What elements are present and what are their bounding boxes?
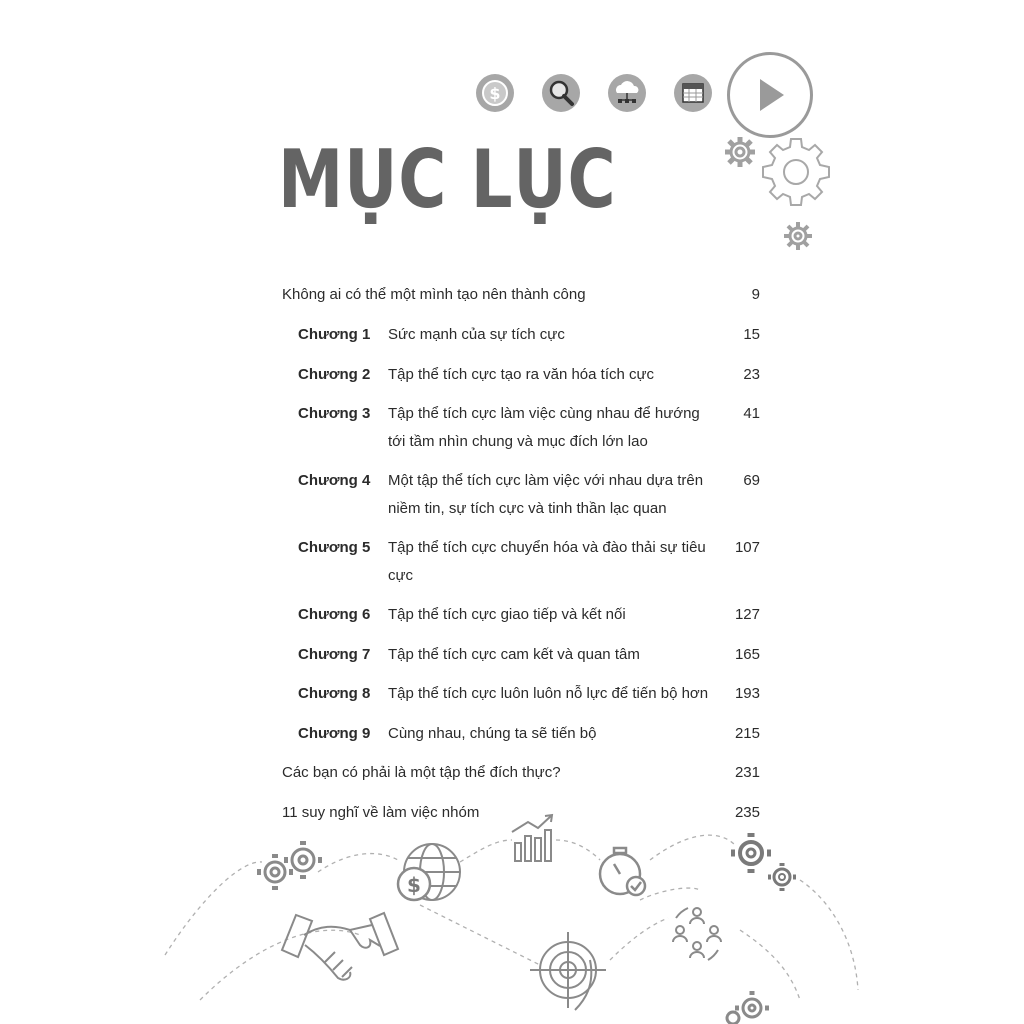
chapter-label: Chương 6: [298, 606, 371, 623]
dashed-arc: [650, 835, 735, 860]
dashed-arc: [800, 880, 858, 990]
chapter-title: Tập thể tích cực luôn luôn nỗ lực để tiến bộ hơn: [388, 685, 709, 702]
team-icon: [673, 908, 721, 960]
chapter-page: 41: [743, 405, 760, 422]
gear-icon: [731, 833, 796, 891]
chapter-title: Tập thể tích cực chuyển hóa và đào thải sự tiêu cực: [388, 539, 706, 584]
chapter-title: Một tập thể tích cực làm việc với nhau dựa trên niềm tin, sự tích cực và tinh thần lạc quan: [388, 472, 704, 517]
page-title: MỤC LỤC: [278, 133, 617, 226]
dashed-arc: [640, 888, 700, 900]
chapter-page: 165: [734, 646, 760, 663]
chapter-page: 15: [743, 326, 760, 343]
dashed-arc: [165, 862, 262, 955]
chapter-label: Chương 2: [298, 366, 371, 383]
chapter-label: Chương 1: [298, 326, 371, 343]
svg-text:$: $: [489, 84, 501, 103]
chapter-label: Chương 7: [298, 646, 371, 663]
chapter-label: Chương 4: [298, 472, 371, 489]
svg-text:$: $: [407, 873, 421, 897]
stopwatch-icon: [600, 848, 645, 895]
toc-outro-page: 231: [734, 764, 760, 781]
chapter-title: Tập thể tích cực giao tiếp và kết nối: [388, 606, 626, 623]
dashed-arc: [318, 854, 398, 872]
dashed-arc: [200, 930, 360, 1000]
chapter-page: 107: [734, 539, 760, 556]
globe-dollar-icon: [398, 844, 460, 900]
chapter-page: 23: [743, 366, 760, 383]
dashed-arc: [420, 905, 540, 965]
chapter-page: 69: [743, 472, 760, 489]
chapter-label: Chương 5: [298, 539, 371, 556]
dashed-arc: [610, 918, 668, 960]
toc-outro-title: 11 suy nghĩ về làm việc nhóm: [282, 804, 480, 821]
chapter-title: Tập thể tích cực làm việc cùng nhau để hướng tới tầm nhìn chung và mục đích lớn lao: [388, 405, 700, 450]
chapter-page: 215: [734, 725, 760, 742]
growth-chart-icon: [512, 815, 552, 861]
chapter-label: Chương 9: [298, 725, 371, 742]
chapter-title: Tập thể tích cực cam kết và quan tâm: [388, 646, 640, 663]
chapter-page: 193: [734, 685, 760, 702]
chapter-page: 127: [734, 606, 760, 623]
gear-icon: [727, 991, 769, 1024]
chapter-label: Chương 3: [298, 405, 371, 422]
chapter-title: Sức mạnh của sự tích cực: [388, 326, 565, 343]
chapter-label: Chương 8: [298, 685, 371, 702]
toc-intro-page: 9: [751, 286, 760, 303]
toc-outro-page: 235: [734, 804, 760, 821]
chapter-title: Tập thể tích cực tạo ra văn hóa tích cực: [388, 366, 655, 383]
target-icon: [530, 932, 606, 1010]
dashed-arc: [556, 840, 600, 860]
gear-icon: [257, 841, 322, 890]
dashed-arc: [740, 930, 800, 1000]
toc-outro-title: Các bạn có phải là một tập thể đích thực?: [282, 764, 561, 781]
chapter-title: Cùng nhau, chúng ta sẽ tiến bộ: [388, 725, 597, 742]
dashed-arc: [460, 840, 512, 862]
handshake-icon: [282, 913, 398, 980]
toc-intro-title: Không ai có thể một mình tạo nên thành công: [282, 286, 586, 303]
